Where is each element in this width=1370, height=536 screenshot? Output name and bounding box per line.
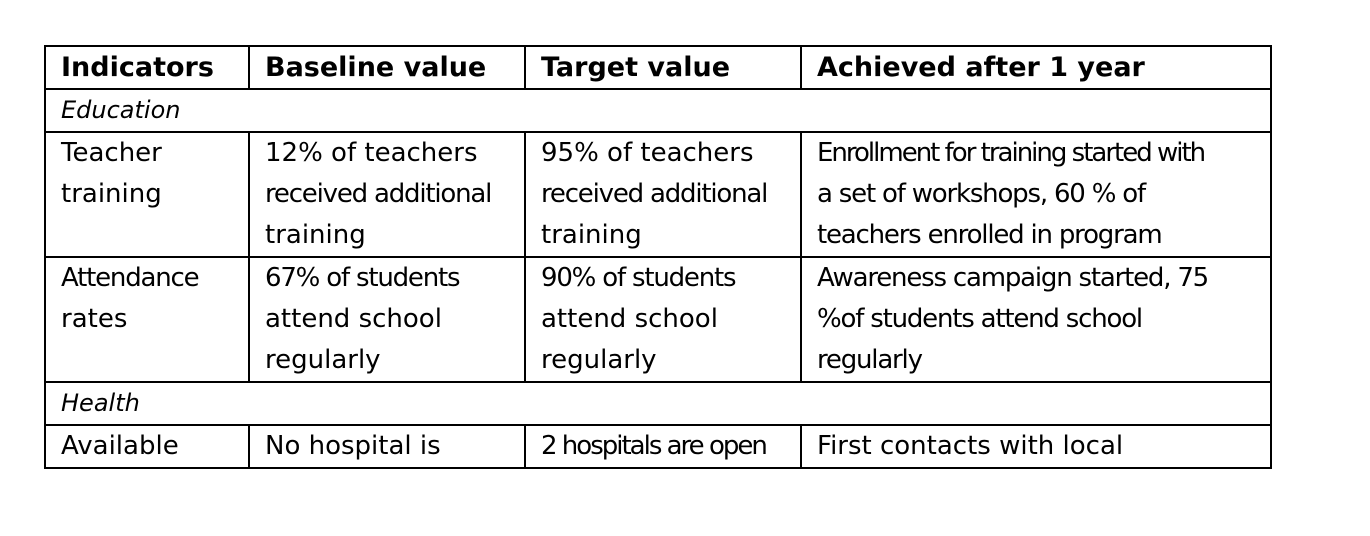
cell-line: 12% of teachers bbox=[265, 138, 478, 168]
cell-line: training bbox=[265, 220, 366, 250]
header-target-value: Target value bbox=[525, 46, 801, 89]
section-row-health bbox=[45, 382, 1271, 425]
header-achieved: Achieved after 1 year bbox=[801, 46, 1271, 89]
cell-line: training bbox=[541, 220, 642, 250]
cell-line: attend school bbox=[541, 304, 718, 334]
baseline-cell bbox=[249, 257, 525, 382]
section-row-education bbox=[45, 89, 1271, 132]
cell-line: First contacts with local bbox=[817, 431, 1124, 461]
section-title: Education bbox=[45, 89, 1271, 132]
cell-line: Available bbox=[61, 431, 179, 461]
header-indicators: Indicators bbox=[45, 46, 249, 89]
cell-line: 90% of students bbox=[541, 263, 736, 293]
target-cell bbox=[525, 132, 801, 257]
cell-line: teachers enrolled in program bbox=[817, 220, 1162, 250]
cell-line: training bbox=[61, 179, 162, 209]
header-row bbox=[45, 46, 1271, 89]
cell-line: received additional bbox=[265, 179, 492, 209]
table-row bbox=[45, 425, 1271, 468]
section-title: Health bbox=[45, 382, 1271, 425]
cell-line: a set of workshops, 60 % of bbox=[817, 179, 1145, 209]
cell-line: No hospital is bbox=[265, 431, 441, 461]
cell-line: received additional bbox=[541, 179, 768, 209]
achieved-cell bbox=[801, 257, 1271, 382]
cell-line: attend school bbox=[265, 304, 442, 334]
indicator-cell bbox=[45, 132, 249, 257]
cell-line: 95% of teachers bbox=[541, 138, 754, 168]
target-cell bbox=[525, 425, 801, 468]
cell-line: regularly bbox=[265, 345, 381, 375]
target-cell bbox=[525, 257, 801, 382]
table-row bbox=[45, 257, 1271, 382]
cell-line: Awareness campaign started, 75 bbox=[817, 263, 1209, 293]
cell-line: regularly bbox=[817, 345, 922, 375]
baseline-cell bbox=[249, 425, 525, 468]
cell-line: rates bbox=[61, 304, 128, 334]
indicator-cell bbox=[45, 257, 249, 382]
header-baseline-value: Baseline value bbox=[249, 46, 525, 89]
indicator-cell bbox=[45, 425, 249, 468]
cell-line: Attendance bbox=[61, 263, 199, 293]
cell-line: 67% of students bbox=[265, 263, 460, 293]
table-row bbox=[45, 132, 1271, 257]
cell-line: regularly bbox=[541, 345, 657, 375]
baseline-cell bbox=[249, 132, 525, 257]
cell-line: %of students attend school bbox=[817, 304, 1142, 334]
cell-line: Enrollment for training started with bbox=[817, 138, 1205, 168]
cell-line: 2 hospitals are open bbox=[541, 431, 766, 461]
cell-line: Teacher bbox=[61, 138, 162, 168]
indicator-table bbox=[44, 45, 1272, 469]
achieved-cell bbox=[801, 132, 1271, 257]
achieved-cell bbox=[801, 425, 1271, 468]
